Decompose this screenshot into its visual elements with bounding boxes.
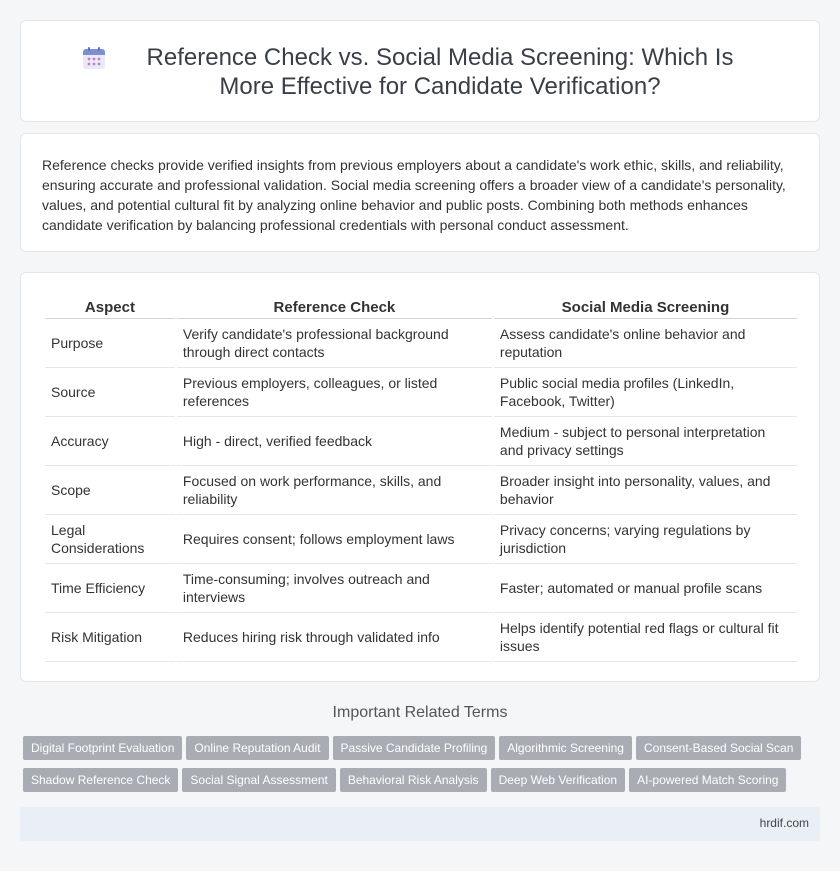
tag-link[interactable]: Passive Candidate Profiling xyxy=(333,736,496,760)
page-title: Reference Check vs. Social Media Screening: Which Is More Effective for Candidate Verification? xyxy=(146,44,734,100)
footer-site-link[interactable]: hrdif.com xyxy=(759,816,809,830)
title-wrap xyxy=(21,43,819,101)
cell-aspect: Purpose xyxy=(45,319,175,368)
header-aspect: Aspect xyxy=(45,297,175,319)
tag-link[interactable]: Behavioral Risk Analysis xyxy=(340,768,487,792)
cell-reference: Previous employers, colleagues, or listed references xyxy=(177,368,492,417)
cell-aspect: Source xyxy=(45,368,175,417)
comparison-card xyxy=(20,272,820,682)
table-header-row xyxy=(45,297,797,319)
cell-aspect: Risk Mitigation xyxy=(45,613,175,662)
related-terms-tags xyxy=(23,736,823,800)
cell-social: Public social media profiles (LinkedIn, Facebook, Twitter) xyxy=(494,368,797,417)
table-row xyxy=(45,564,797,613)
cell-reference: Reduces hiring risk through validated info xyxy=(177,613,492,662)
tag-link[interactable]: Deep Web Verification xyxy=(491,768,626,792)
related-terms-title: Important Related Terms xyxy=(332,704,508,721)
table-row xyxy=(45,368,797,417)
intro-card xyxy=(20,133,820,252)
tag-link[interactable]: Algorithmic Screening xyxy=(499,736,632,760)
comparison-table xyxy=(43,297,799,662)
tag-row xyxy=(23,768,823,800)
tag-link[interactable]: Online Reputation Audit xyxy=(186,736,328,760)
header-social-media-screening: Social Media Screening xyxy=(494,297,797,319)
cell-social: Faster; automated or manual profile scans xyxy=(494,564,797,613)
cell-reference: Time-consuming; involves outreach and interviews xyxy=(177,564,492,613)
tag-link[interactable]: AI-powered Match Scoring xyxy=(629,768,786,792)
cell-reference: Verify candidate's professional background through direct contacts xyxy=(177,319,492,368)
tag-link[interactable]: Shadow Reference Check xyxy=(23,768,178,792)
cell-social: Broader insight into personality, values, and behavior xyxy=(494,466,797,515)
cell-aspect: Scope xyxy=(45,466,175,515)
table-row xyxy=(45,613,797,662)
table-row xyxy=(45,319,797,368)
intro-paragraph: Reference checks provide verified insights from previous employers about a candidate's work ethic, skills, and reliability, ensuring accurate and professional validation. Social media screening offers a broader view of a candidate's personality, values, and potential cultural fit by analyzing online behavior and public posts. Combining both methods enhances candidate verification by balancing professional credentials with personal conduct assessment. xyxy=(42,157,786,233)
table-row xyxy=(45,417,797,466)
cell-social: Medium - subject to personal interpretation and privacy settings xyxy=(494,417,797,466)
table-row xyxy=(45,466,797,515)
cell-aspect: Time Efficiency xyxy=(45,564,175,613)
tag-link[interactable]: Social Signal Assessment xyxy=(182,768,335,792)
tag-row xyxy=(23,736,823,768)
cell-social: Assess candidate's online behavior and reputation xyxy=(494,319,797,368)
footer xyxy=(20,807,820,841)
cell-aspect: Legal Considerations xyxy=(45,515,175,564)
tag-link[interactable]: Consent-Based Social Scan xyxy=(636,736,801,760)
cell-social: Helps identify potential red flags or cultural fit issues xyxy=(494,613,797,662)
cell-social: Privacy concerns; varying regulations by jurisdiction xyxy=(494,515,797,564)
tag-link[interactable]: Digital Footprint Evaluation xyxy=(23,736,182,760)
cell-reference: Focused on work performance, skills, and reliability xyxy=(177,466,492,515)
cell-aspect: Accuracy xyxy=(45,417,175,466)
header-reference-check: Reference Check xyxy=(177,297,492,319)
title-card xyxy=(20,20,820,122)
cell-reference: Requires consent; follows employment laws xyxy=(177,515,492,564)
table-row xyxy=(45,515,797,564)
cell-reference: High - direct, verified feedback xyxy=(177,417,492,466)
